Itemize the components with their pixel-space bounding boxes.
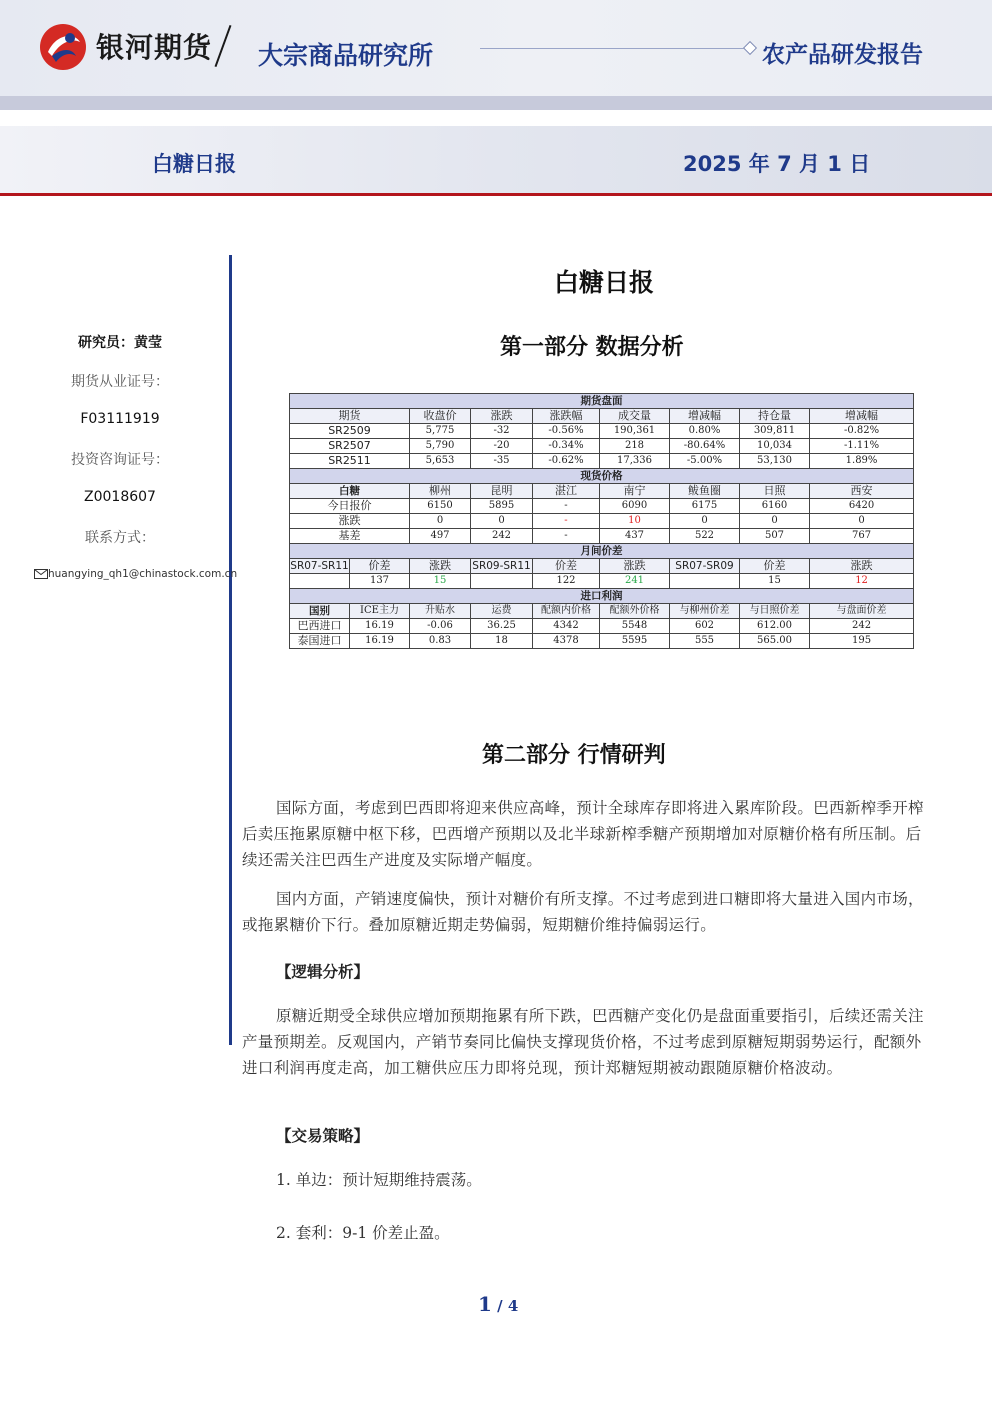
page-current: 1 [478,1292,492,1316]
col-header: 国别 [290,604,350,619]
table-cell: - [533,499,600,514]
table-cell: -20 [471,439,533,454]
table-cell: 0 [471,514,533,529]
table-row [290,514,914,529]
table-cell: 5595 [600,634,670,649]
row-label: 巴西进口 [290,619,350,634]
col-header: 价差 [350,559,410,574]
table-cell: 10,034 [740,439,810,454]
row-label: 泰国进口 [290,634,350,649]
table-cell: 602 [670,619,740,634]
table-cell: 6175 [670,499,740,514]
header-rule [480,48,750,49]
col-header: 运费 [471,604,533,619]
table-cell: 6090 [600,499,670,514]
contact-email[interactable] [34,568,238,580]
table-cell: 242 [471,529,533,544]
galaxy-futures-logo-icon [38,22,88,72]
table-cell: -32 [471,424,533,439]
table-cell: -80.64% [670,439,740,454]
table-cell: 767 [810,529,914,544]
col-header: 南宁 [600,484,670,499]
email-text[interactable]: huangying_qh1@chinastock.com.cn [48,568,238,580]
table-cell: 218 [600,439,670,454]
report-type: 农产品研发报告 [762,42,923,68]
page-number [478,1292,518,1316]
col-header: 昆明 [471,484,533,499]
table-cell: 15 [410,574,471,589]
page-total: 4 [507,1297,519,1315]
col-header: 增减幅 [670,409,740,424]
contact-label: 联系方式： [85,530,155,546]
table-cell: 122 [533,574,600,589]
table-cell: 12 [810,574,914,589]
table-cell: 36.25 [471,619,533,634]
table-row [290,439,914,454]
contract-cell: SR2511 [290,454,410,469]
table-cell [670,574,740,589]
page-separator: / [491,1297,508,1315]
table-cell: -1.11% [810,439,914,454]
col-header: 与日照价差 [740,604,810,619]
table-row [290,619,914,634]
section-title-analysis: 第二部分 行情研判 [482,743,666,768]
col-header: 价差 [533,559,600,574]
table-cell: -0.06 [410,619,471,634]
row-label: 今日报价 [290,499,410,514]
table-cell: 53,130 [740,454,810,469]
paragraph-domestic: 国内方面，产销速度偏快，预计对糖价有所支撑。不过考虑到进口糖即将大量进入国内市场，或拖累糖价下行。叠加原糖近期走势偏弱，短期糖价维持偏弱运行。 [242,890,924,934]
sidebar-divider [229,255,232,1045]
table-cell: 5895 [471,499,533,514]
col-header: SR09-SR11 [472,560,531,572]
logic-heading: 【逻辑分析】 [276,963,370,981]
table-cell: 6150 [410,499,471,514]
table-cell: 0.83 [410,634,471,649]
col-header: 收盘价 [410,409,471,424]
table-row [290,634,914,649]
col-header: 成交量 [600,409,670,424]
section-spread-title: 月间价差 [290,544,914,559]
table-cell: 507 [740,529,810,544]
table-cell: 241 [600,574,670,589]
table-cell: - [533,529,600,544]
table-cell: -5.00% [670,454,740,469]
col-header: 增减幅 [810,409,914,424]
table-cell: - [533,514,600,529]
table-cell: 17,336 [600,454,670,469]
researcher-name: 研究员：黄莹 [78,335,162,351]
col-header: 涨跌 [471,409,533,424]
header-stripe [0,96,992,110]
table-cell [290,574,350,589]
col-header: 白糖 [290,484,410,499]
table-row [290,574,914,589]
table-row [290,529,914,544]
table-cell: 16.19 [350,634,410,649]
table-cell: 0 [670,514,740,529]
futures-cert-label: 期货从业证号： [71,374,169,390]
col-header: SR07-SR09 [670,559,740,574]
table-cell: 4378 [533,634,600,649]
table-cell: 16.19 [350,619,410,634]
col-header: 与盘面价差 [810,604,914,619]
invest-cert-label: 投资咨询证号： [71,452,169,468]
table-cell: 555 [670,634,740,649]
table-cell [471,574,533,589]
table-cell: -0.56% [533,424,600,439]
table-cell: 4342 [533,619,600,634]
row-label: 涨跌 [290,514,410,529]
report-date: 2025 年 7 月 1 日 [683,152,871,176]
col-header: 配额外价格 [600,604,670,619]
paragraph-logic: 原糖近期受全球供应增加预期拖累有所下跌，巴西糖产变化仍是盘面重要指引，后续还需关注产量预期差。反观国内，产销节奏同比偏快支撑现货价格，不过考虑到原糖短期弱势运行，配额外进口利润再度走高，加工糖供应压力即将兑现，预计郑糖短期被动跟随原糖价格波动。 [242,1007,924,1077]
col-header: 涨跌 [810,559,914,574]
table-cell: 0 [740,514,810,529]
table-cell: -35 [471,454,533,469]
strategy-single: 1. 单边：预计短期维持震荡。 [276,1171,482,1189]
col-header: SR07-SR11 [290,560,349,572]
col-header: 持仓量 [740,409,810,424]
col-header: 升贴水 [410,604,471,619]
table-cell: 5548 [600,619,670,634]
col-header: 配额内价格 [533,604,600,619]
table-cell: 18 [471,634,533,649]
mail-icon [34,569,48,579]
table-cell: -0.34% [533,439,600,454]
col-header: 鲅鱼圈 [670,484,740,499]
table-cell: 565.00 [740,634,810,649]
section-import-title: 进口利润 [290,589,914,604]
band-title: 白糖日报 [152,152,236,176]
table-cell: -0.82% [810,424,914,439]
col-header: 价差 [740,559,810,574]
col-header: 涨跌 [410,559,471,574]
col-header: 西安 [810,484,914,499]
table-cell: 5,775 [410,424,471,439]
table-cell: 242 [810,619,914,634]
table-cell: 6420 [810,499,914,514]
table-cell: 522 [670,529,740,544]
table-cell: 612.00 [740,619,810,634]
col-header: 涨跌幅 [533,409,600,424]
col-header: 期货 [290,409,410,424]
col-header: 日照 [740,484,810,499]
table-cell: 0 [810,514,914,529]
table-cell: 0.80% [670,424,740,439]
table-cell: 10 [600,514,670,529]
document-title: 白糖日报 [554,268,655,297]
table-cell: 309,811 [740,424,810,439]
strategy-heading: 【交易策略】 [276,1127,370,1145]
table-row [290,454,914,469]
table-cell: 5,790 [410,439,471,454]
brand-name: 银河期货 [96,31,213,64]
section-futures-title: 期货盘面 [290,394,914,409]
institute-name: 大宗商品研究所 [258,41,434,70]
col-header: 涨跌 [600,559,670,574]
table-cell: 137 [350,574,410,589]
table-cell: 6160 [740,499,810,514]
futures-cert-number: F03111919 [80,411,160,427]
table-row [290,424,914,439]
col-header: 柳州 [410,484,471,499]
strategy-arbitrage: 2. 套利：9-1 价差止盈。 [276,1224,450,1242]
table-cell: 0 [410,514,471,529]
contract-cell: SR2507 [290,439,410,454]
section-title-data: 第一部分 数据分析 [500,335,684,360]
table-row [290,499,914,514]
market-data-table [289,393,914,649]
col-header: 与柳州价差 [670,604,740,619]
section-spot-title: 现货价格 [290,469,914,484]
contract-cell: SR2509 [290,424,410,439]
table-cell: 195 [810,634,914,649]
table-cell: 1.89% [810,454,914,469]
table-cell: 497 [410,529,471,544]
col-header: ICE主力 [350,604,410,619]
table-cell: -0.62% [533,454,600,469]
table-cell: 437 [600,529,670,544]
title-band-rule [0,193,992,196]
table-cell: 15 [740,574,810,589]
row-label: 基差 [290,529,410,544]
invest-cert-number: Z0018607 [84,489,156,505]
table-cell: 190,361 [600,424,670,439]
table-cell: 5,653 [410,454,471,469]
paragraph-international: 国际方面，考虑到巴西即将迎来供应高峰，预计全球库存即将进入累库阶段。巴西新榨季开榨后卖压拖累原糖中枢下移，巴西增产预期以及北半球新榨季糖产预期增加对原糖价格有所压制。后续还需关注巴西生产进度及实际增产幅度。 [242,799,924,869]
col-header: 湛江 [533,484,600,499]
